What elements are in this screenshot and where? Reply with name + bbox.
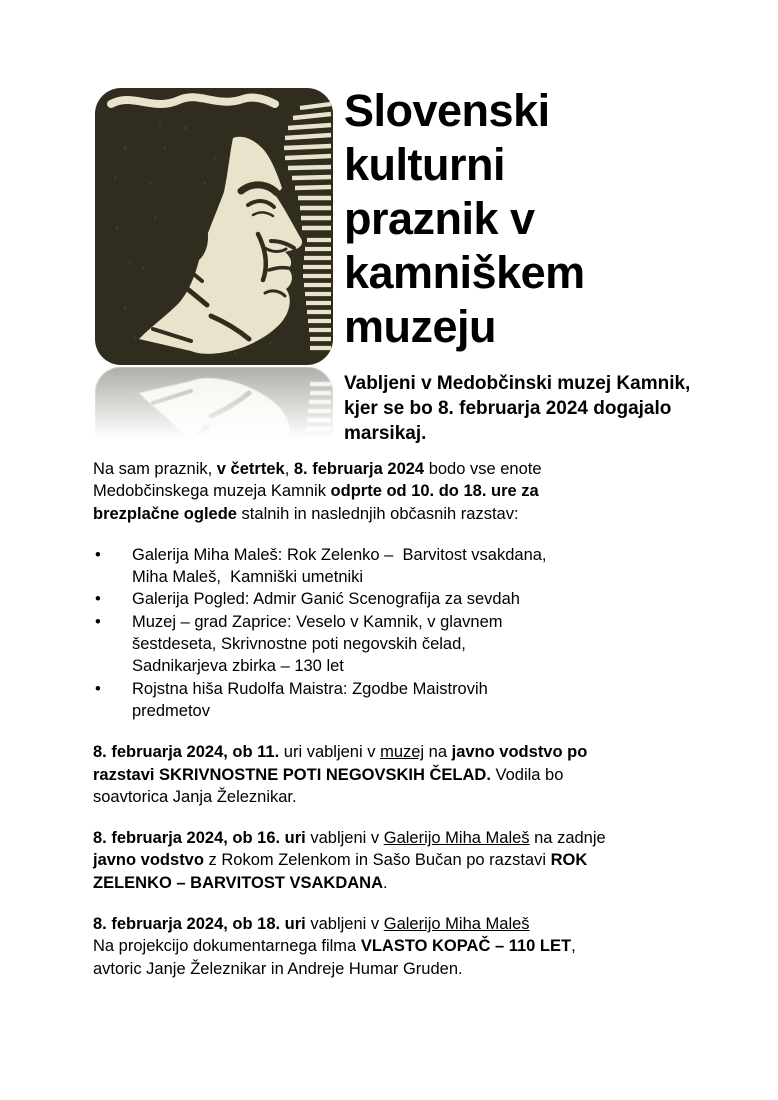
bold-text: razstavi SKRIVNOSTNE POTI NEGOVSKIH ČELAD. xyxy=(93,765,491,784)
page-subtitle xyxy=(344,371,734,446)
text-run: z Rokom Zelenkom in Sašo Bučan po razstavi xyxy=(203,851,551,870)
text-line: Miha Maleš, Kamniški umetniki xyxy=(132,568,364,587)
text-run: stalnih in naslednjih občasnih razstav: xyxy=(236,504,519,523)
text-run: avtoric Janje Železnikar in Andreje Humar Gruden. xyxy=(93,959,463,978)
title-line: praznik v xyxy=(344,193,535,244)
bullet-icon: • xyxy=(95,545,101,564)
bullet-icon: • xyxy=(95,679,101,698)
paragraph-event-18h xyxy=(93,913,703,980)
bold-text: javno vodstvo po xyxy=(451,743,588,762)
bold-text: 8. februarja 2024 xyxy=(293,460,425,478)
title-line: kulturni xyxy=(344,139,505,190)
text-line xyxy=(93,849,703,871)
list-item xyxy=(93,678,703,723)
text-line xyxy=(93,764,703,786)
text-run: Medobčinskega muzeja Kamnik xyxy=(93,482,331,501)
text-line: Galerija Pogled: Admir Ganić Scenografija za sevdah xyxy=(132,590,520,609)
bold-text: odprte od 10. do 18. ure za xyxy=(330,482,539,501)
bold-text: VLASTO KOPAČ – 110 LET xyxy=(360,937,572,956)
list-item xyxy=(93,588,703,610)
bold-text: javno vodstvo xyxy=(93,851,204,870)
bold-text: 8. februarja 2024, ob 16. uri xyxy=(93,829,306,848)
title-line: muzeju xyxy=(344,301,497,352)
text-run: , xyxy=(571,937,576,956)
exhibit-list xyxy=(93,544,703,722)
bold-text: brezplačne oglede xyxy=(93,504,237,523)
bullet-icon: • xyxy=(95,612,101,631)
paragraph-event-16h xyxy=(93,827,703,894)
text-line xyxy=(93,786,703,808)
subtitle-line: kjer se bo 8. februarja 2024 dogajalo xyxy=(344,398,672,419)
text-line: predmetov xyxy=(132,701,210,720)
text-line xyxy=(93,480,703,502)
text-run: . xyxy=(383,873,388,892)
text-line xyxy=(93,913,703,935)
text-line: Sadnikarjeva zbirka – 130 let xyxy=(132,657,344,676)
text-line: šestdeseta, Skrivnostne poti negovskih čelad, xyxy=(132,635,466,654)
portrait-figure xyxy=(95,88,333,451)
paragraph-event-11h xyxy=(93,741,703,808)
subtitle-line: marsikaj. xyxy=(344,423,427,444)
text-line xyxy=(93,503,703,525)
text-line xyxy=(93,741,703,763)
text-run: uri vabljeni v xyxy=(279,743,381,762)
text-run: , xyxy=(284,460,294,478)
woodcut-profile-portrait-image xyxy=(95,88,333,365)
link-galerija-miha-males[interactable]: Galerijo Miha Maleš xyxy=(383,829,530,848)
text-run: Vodila bo xyxy=(490,765,564,784)
link-muzej[interactable]: muzej xyxy=(380,743,425,762)
text-run: na xyxy=(424,743,452,762)
text-line: Galerija Miha Maleš: Rok Zelenko – Barvitost vsakdana, xyxy=(132,545,547,564)
text-line xyxy=(93,958,703,980)
title-line: kamniškem xyxy=(344,247,585,298)
page-title xyxy=(344,84,734,354)
text-run: na zadnje xyxy=(529,829,606,848)
bold-text: 8. februarja 2024, ob 11. xyxy=(93,743,280,762)
bold-text: ROK xyxy=(550,851,588,870)
bold-text: v četrtek xyxy=(216,460,285,478)
list-item xyxy=(93,611,703,678)
text-line xyxy=(93,935,703,957)
document-body xyxy=(93,458,703,999)
text-line: Muzej – grad Zaprice: Veselo v Kamnik, v glavnem xyxy=(132,612,503,631)
text-run: vabljeni v xyxy=(305,829,384,848)
text-line: Rojstna hiša Rudolfa Maistra: Zgodbe Maistrovih xyxy=(132,679,488,698)
text-run: Na sam praznik, xyxy=(93,460,217,478)
bold-text: 8. februarja 2024, ob 18. uri xyxy=(93,915,306,934)
text-run: Na projekcijo dokumentarnega filma xyxy=(93,937,361,956)
paragraph-intro xyxy=(93,458,703,525)
text-run: bodo vse enote xyxy=(424,460,542,478)
list-item xyxy=(93,544,703,589)
portrait-reflection xyxy=(95,367,333,451)
text-line xyxy=(93,827,703,849)
bold-text: ZELENKO – BARVITOST VSAKDANA xyxy=(93,873,384,892)
text-run: soavtorica Janja Železnikar. xyxy=(93,787,297,806)
text-line xyxy=(93,458,703,480)
title-line: Slovenski xyxy=(344,85,550,136)
text-run: vabljeni v xyxy=(305,915,384,934)
subtitle-line: Vabljeni v Medobčinski muzej Kamnik, xyxy=(344,373,691,394)
bullet-icon: • xyxy=(95,590,101,609)
text-line xyxy=(93,872,703,894)
link-galerija-miha-males[interactable]: Galerijo Miha Maleš xyxy=(383,915,530,934)
